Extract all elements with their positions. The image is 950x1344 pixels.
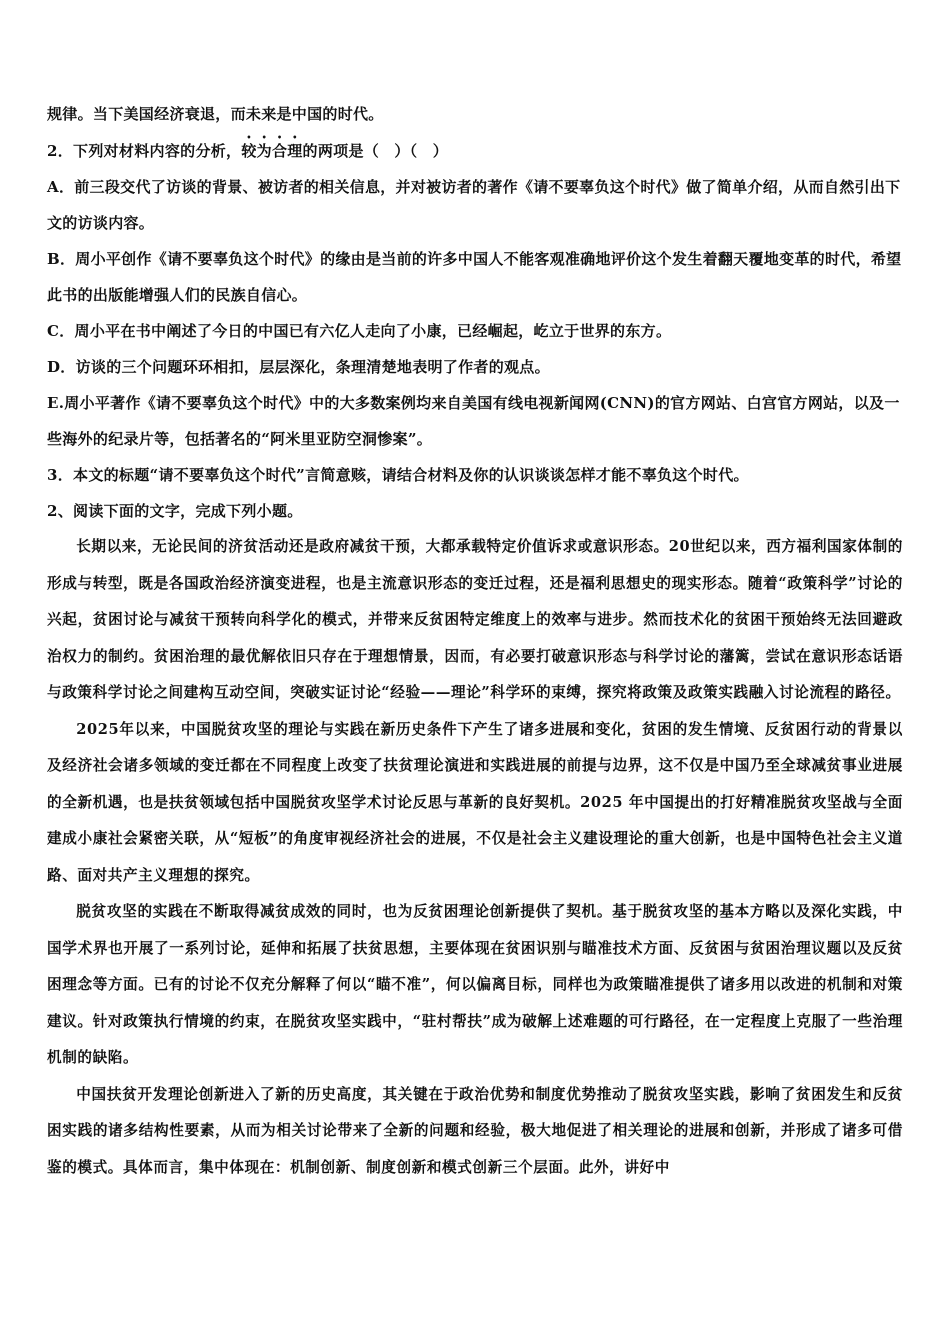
continued-line: 规律。当下美国经济衰退，而未来是中国的时代。 (47, 105, 384, 123)
question-3: 3．本文的标题“请不要辜负这个时代”言简意赅，请结合材料及你的认识谈谈怎样才能不辜负这个时代。 (47, 466, 749, 484)
option-a: A．前三段交代了访谈的背景、被访者的相关信息，并对被访者的著作《请不要辜负这个时代》做了简单介绍，从而自然引出下文的访谈内容。 (47, 178, 901, 232)
section-2-heading: 2、阅读下面的文字，完成下列小题。 (47, 502, 303, 520)
option-d: D．访谈的三个问题环环相扣，层层深化，条理清楚地表明了作者的观点。 (47, 358, 550, 376)
question-2-emphasis: 较为合理 (241, 142, 303, 160)
passage-paragraph-3: 脱贫攻坚的实践在不断取得减贫成效的同时，也为反贫困理论创新提供了契机。基于脱贫攻坚的基本方略以及深化实践，中国学术界也开展了一系列讨论，延伸和拓展了扶贫思想，主要体现在贫困识别与瞄准技术方面、反贫困与贫困治理议题以及反贫困理念等方面。已有的讨论不仅充分解释了何以“瞄不准”，何以偏离目标，同样也为政策瞄准提供了诸多用以改进的机制和对策建议。针对政策执行情境的约束，在脱贫攻坚实践中，“驻村帮扶”成为破解上述难题的可行路径，在一定程度上克服了一些治理机制的缺陷。 (47, 903, 903, 1066)
question-2-prefix: 2．下列对材料内容的分析， (47, 142, 242, 160)
option-c: C．周小平在书中阐述了今日的中国已有六亿人走向了小康，已经崛起，屹立于世界的东方。 (47, 322, 672, 340)
option-b: B．周小平创作《请不要辜负这个时代》的缘由是当前的许多中国人不能客观准确地评价这个发生着翻天覆地变革的时代，希望此书的出版能增强人们的民族自信心。 (47, 250, 902, 304)
passage-paragraph-4: 中国扶贫开发理论创新进入了新的历史高度，其关键在于政治优势和制度优势推动了脱贫攻坚实践，影响了贫困发生和反贫困实践的诸多结构性要素，从而为相关讨论带来了全新的问题和经验，极大地促进了相关理论的进展和创新，并形成了诸多可借鉴的模式。具体而言，集中体现在：机制创新、制度创新和模式创新三个层面。此外，讲好中 (47, 1085, 903, 1176)
question-2-suffix: 的两项是（ ）（ ） (302, 142, 449, 160)
question-2 (47, 132, 903, 169)
passage-paragraph-1: 长期以来，无论民间的济贫活动还是政府减贫干预，大都承载特定价值诉求或意识形态。20世纪以来，西方福利国家体制的形成与转型，既是各国政治经济演变进程，也是主流意识形态的变迁过程，还是福利思想史的现实形态。随着“政策科学”讨论的兴起，贫困讨论与减贫干预转向科学化的模式，并带来反贫困特定维度上的效率与进步。然而技术化的贫困干预始终无法回避政治权力的制约。贫困治理的最优解依旧只存在于理想情景，因而，有必要打破意识形态与科学讨论的藩篱，尝试在意识形态话语与政策科学讨论之间建构互动空间，突破实证讨论“经验——理论”科学环的束缚，探究将政策及政策实践融入讨论流程的路径。 (47, 538, 903, 701)
passage-paragraph-2: 2025年以来，中国脱贫攻坚的理论与实践在新历史条件下产生了诸多进展和变化，贫困的发生情境、反贫困行动的背景以及经济社会诸多领域的变迁都在不同程度上改变了扶贫理论演进和实践进展的前提与边界，这不仅是中国乃至全球减贫事业进展的全新机遇，也是扶贫领域包括中国脱贫攻坚学术讨论反思与革新的良好契机。2025 年中国提出的打好精准脱贫攻坚战与全面建成小康社会紧密关联，从“短板”的角度审视经济社会的进展，不仅是社会主义建设理论的重大创新，也是中国特色社会主义道路、面对共产主义理想的探究。 (47, 720, 903, 884)
option-e: E.周小平著作《请不要辜负这个时代》中的大多数案例均来自美国有线电视新闻网(CNN)的官方网站、白宫官方网站，以及一些海外的纪录片等，包括著名的“阿米里亚防空洞惨案”。 (47, 394, 900, 448)
